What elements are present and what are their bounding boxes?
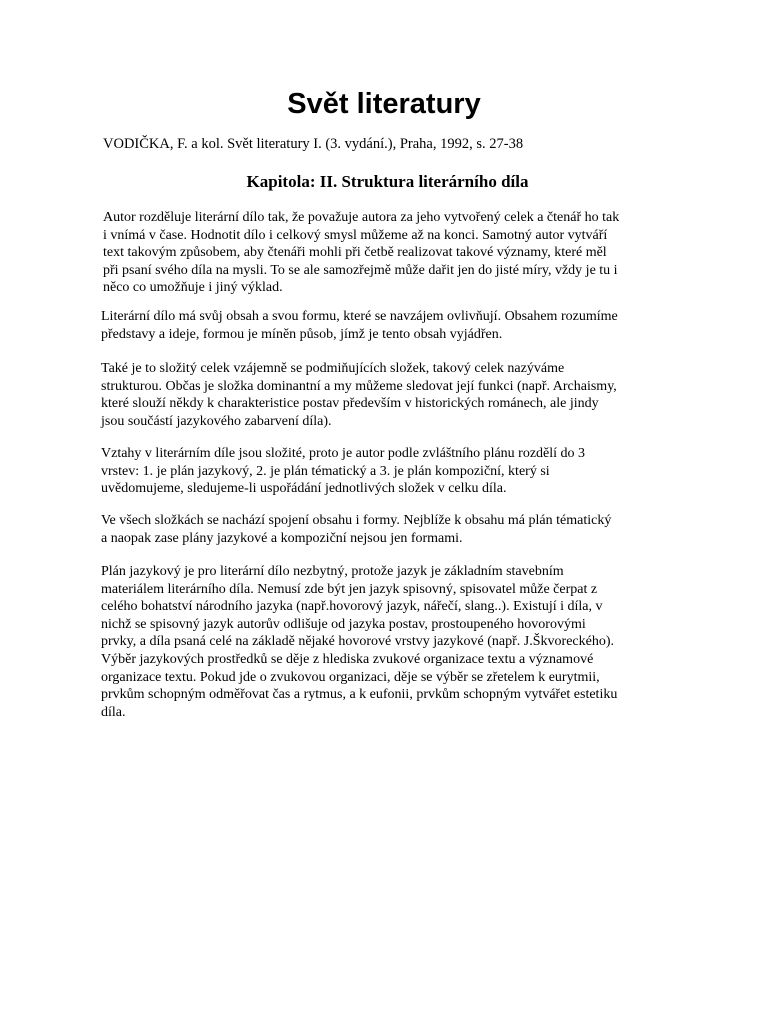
text-line: prvkům schopným odměřovat čas a rytmus, a k eufonii, prvkům schopným vytvářet estetiku <box>101 687 618 703</box>
paragraph-6 <box>101 563 617 721</box>
text-line: Také je to složitý celek vzájemně se podmiňujících složek, takový celek nazýváme <box>101 361 565 376</box>
text-line: organizace textu. Pokud jde o zvukovou organizaci, děje se výběr se zřetelem k eurytmii, <box>101 669 600 685</box>
text-line: Plán jazykový je pro literární dílo nezbytný, protože jazyk je základním stavebním <box>101 564 564 579</box>
text-line: Ve všech složkách se nachází spojení obsahu i formy. Nejblíže k obsahu má plán tématický <box>101 513 612 528</box>
paragraph-1 <box>103 209 619 297</box>
paragraph-4 <box>101 445 585 498</box>
text-line: vrstev: 1. je plán jazykový, 2. je plán tématický a 3. je plán kompoziční, který si <box>101 463 550 479</box>
chapter-heading: Kapitola: II. Struktura literárního díla <box>246 172 529 191</box>
text-line: Literární dílo má svůj obsah a svou formu, které se navzájem ovlivňují. Obsahem rozumíme <box>101 309 618 324</box>
text-line: které slouží někdy k charakteristice postav především v historických románech, ale jindy <box>101 396 599 412</box>
text-line: při psaní svého díla na mysli. To se ale samozřejmě může dařit jen do jisté míry, vždy je tu i <box>103 262 618 278</box>
text-line: Výběr jazykových prostředků se děje z hlediska zvukové organizace textu a významové <box>101 651 594 667</box>
text-line: Autor rozděluje literární dílo tak, že považuje autora za jeho vytvořený celek a čtenář ho tak <box>103 210 620 225</box>
text-line: uvědomujeme, sledujeme-li uspořádání jednotlivých složek v celku díla. <box>101 481 507 497</box>
text-line: díla. <box>101 704 126 720</box>
text-line: i vnímá v čase. Hodnotit dílo i celkový smysl můžeme až na konci. Samotný autor vytváří <box>103 227 608 243</box>
text-line: strukturou. Občas je složka dominantní a my můžeme sledovat její funkci (např. Archaismy, <box>101 378 617 394</box>
text-line: představy a ideje, formou je míněn působ, jímž je tento obsah vyjádřen. <box>101 326 503 342</box>
citation: VODIČKA, F. a kol. Svět literatury I. (3. vydání.), Praha, 1992, s. 27-38 <box>103 136 524 152</box>
text-line: text takovým způsobem, aby čtenáři mohli při četbě realizovat takové významy, které měl <box>103 245 607 261</box>
text-line: něco co umožňuje i jiný výklad. <box>103 280 283 296</box>
text-line: a naopak zase plány jazykové a kompoziční nejsou jen formami. <box>101 530 463 546</box>
paragraph-3 <box>101 360 617 430</box>
text-line: Vztahy v literárním díle jsou složité, proto je autor podle zvláštního plánu rozdělí do 3 <box>101 446 586 461</box>
document-title: Svět literatury <box>287 88 481 120</box>
text-line: prvky, a díla psaná celé na základě nějaké hovorové vrstvy jazykové (např. J.Škvoreckého). <box>101 634 615 650</box>
text-line: nichž se spisovný jazyk autorův odlišuje od jazyka postav, prostoupeného hovorovými <box>101 616 586 632</box>
text-line: jsou součástí jazykového zabarvení díla). <box>101 413 332 429</box>
paragraph-2 <box>101 308 618 343</box>
text-line: materiálem literárního díla. Nemusí zde být jen jazyk spisovný, spisovatel může čerpat z <box>101 581 598 597</box>
paragraph-5 <box>101 512 611 547</box>
text-line: celého bohatství národního jazyka (např.hovorový jazyk, nářečí, slang..). Existují i díla, v <box>101 599 603 615</box>
